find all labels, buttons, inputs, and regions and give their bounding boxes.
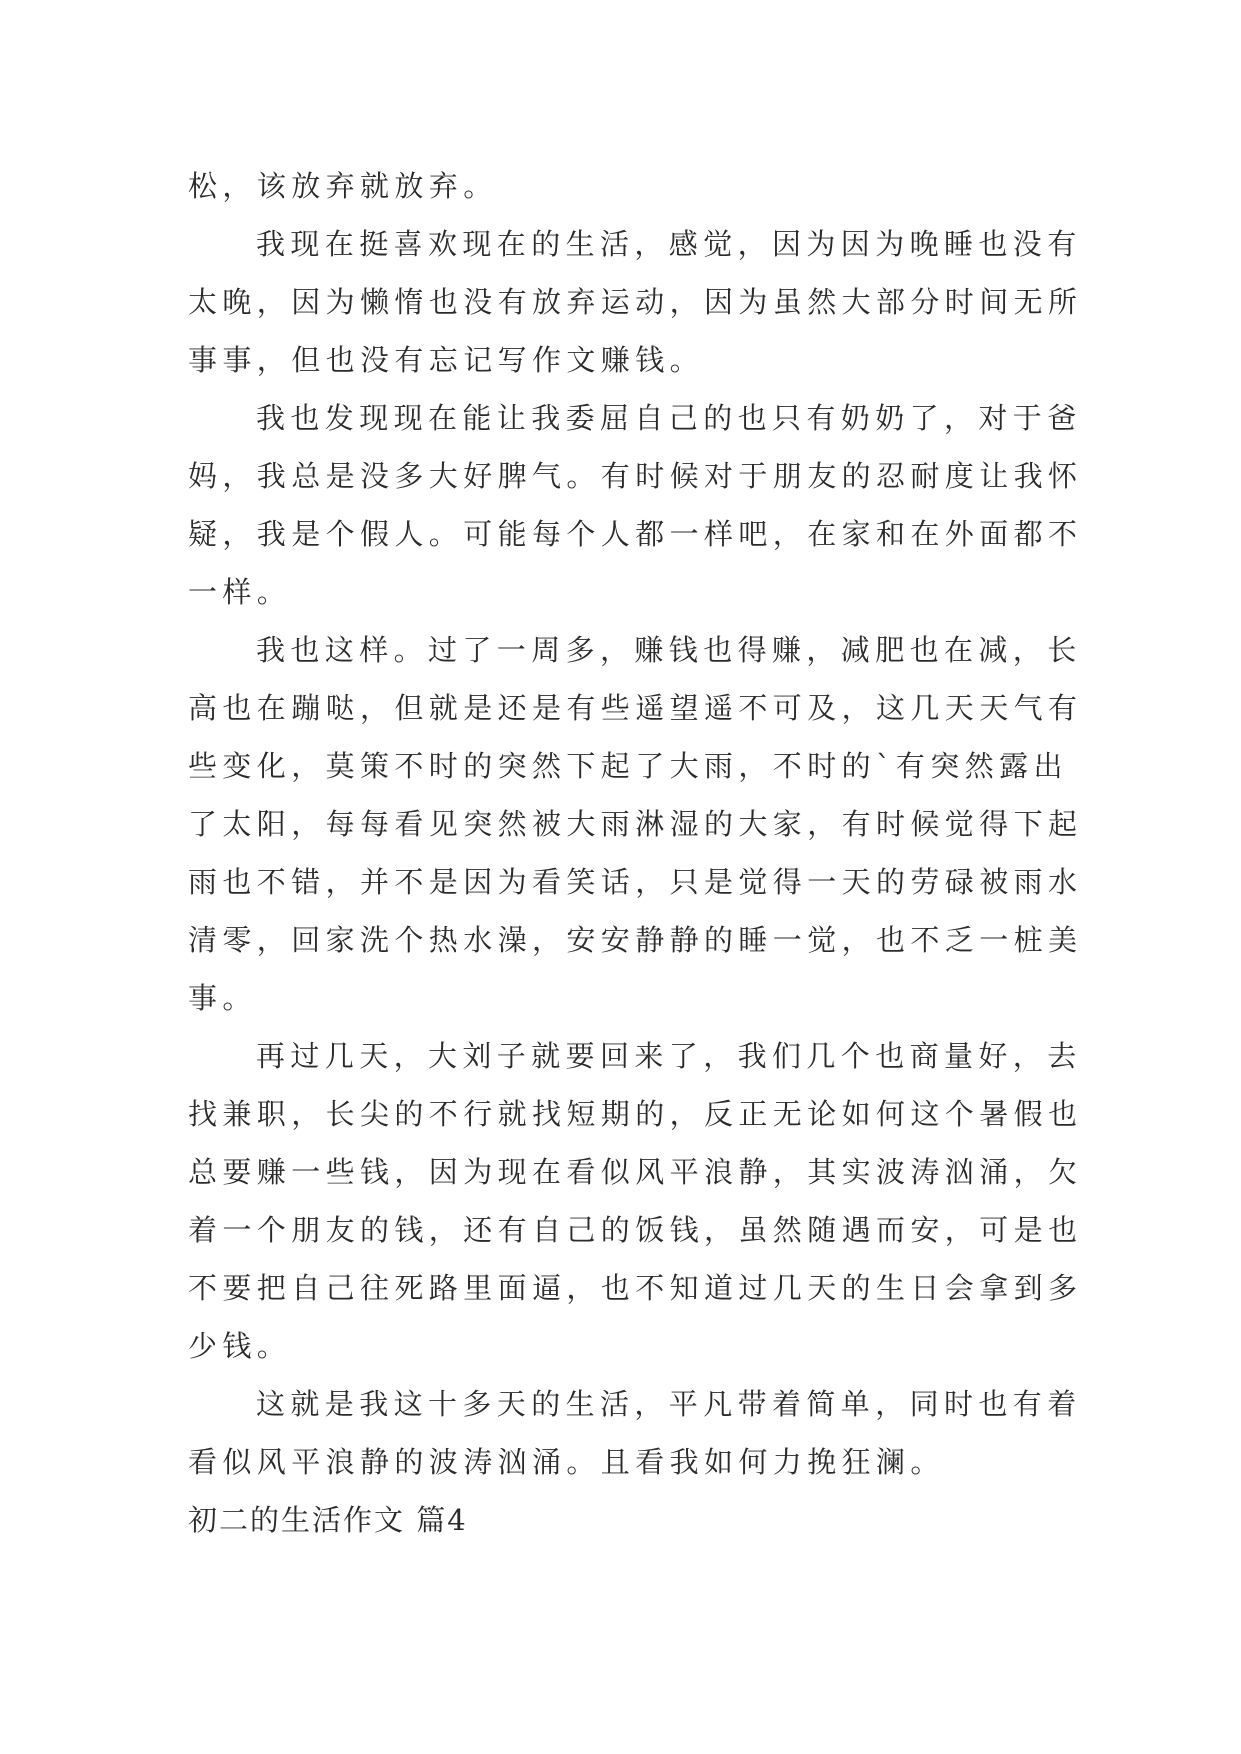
text-line: 看似风平浪静的波涛汹涌。且看我如何力挽狂澜。 bbox=[188, 1445, 945, 1479]
paragraph-first-line: 我也发现现在能让我委屈自己的也只有奶奶了，对于爸 bbox=[256, 401, 1082, 435]
paragraph-first-line: 再过几天，大刘子就要回来了，我们几个也商量好，去 bbox=[256, 1039, 1082, 1073]
text-line: 一样。 bbox=[188, 575, 292, 609]
text-line: 高也在蹦哒，但就是还是有些遥望遥不可及，这几天天气有 bbox=[188, 691, 1083, 725]
text-line: 松，该放弃就放弃。 bbox=[188, 169, 498, 203]
paragraph-first-line: 我现在挺喜欢现在的生活，感觉，因为因为晚睡也没有 bbox=[256, 227, 1082, 261]
document-body bbox=[188, 157, 1083, 1549]
text-line: 了太阳，每每看见突然被大雨淋湿的大家，有时候觉得下起 bbox=[188, 807, 1083, 841]
text-line: 少钱。 bbox=[188, 1329, 292, 1363]
text-line: 总要赚一些钱，因为现在看似风平浪静，其实波涛汹涌，欠 bbox=[188, 1155, 1083, 1189]
text-line: 些变化，莫策不时的突然下起了大雨，不时的`有突然露出 bbox=[188, 749, 1068, 783]
text-line: 不要把自己往死路里面逼，也不知道过几天的生日会拿到多 bbox=[188, 1271, 1083, 1305]
text-line: 事。 bbox=[188, 981, 257, 1015]
paragraph-first-line: 这就是我这十多天的生活，平凡带着简单，同时也有着 bbox=[256, 1387, 1082, 1421]
text-line: 找兼职，长尖的不行就找短期的，反正无论如何这个暑假也 bbox=[188, 1097, 1083, 1131]
text-line: 疑，我是个假人。可能每个人都一样吧，在家和在外面都不 bbox=[188, 517, 1083, 551]
text-line: 清零，回家洗个热水澡，安安静静的睡一觉，也不乏一桩美 bbox=[188, 923, 1083, 957]
text-line: 事事，但也没有忘记写作文赚钱。 bbox=[188, 343, 705, 377]
text-line: 雨也不错，并不是因为看笑话，只是觉得一天的劳碌被雨水 bbox=[188, 865, 1083, 899]
paragraph-first-line: 我也这样。过了一周多，赚钱也得赚，减肥也在减，长 bbox=[256, 633, 1082, 667]
text-line: 太晚，因为懒惰也没有放弃运动，因为虽然大部分时间无所 bbox=[188, 285, 1083, 319]
text-line: 着一个朋友的钱，还有自己的饭钱，虽然随遇而安，可是也 bbox=[188, 1213, 1083, 1247]
text-line: 妈，我总是没多大好脾气。有时候对于朋友的忍耐度让我怀 bbox=[188, 459, 1083, 493]
section-heading: 初二的生活作文 篇4 bbox=[188, 1503, 468, 1537]
